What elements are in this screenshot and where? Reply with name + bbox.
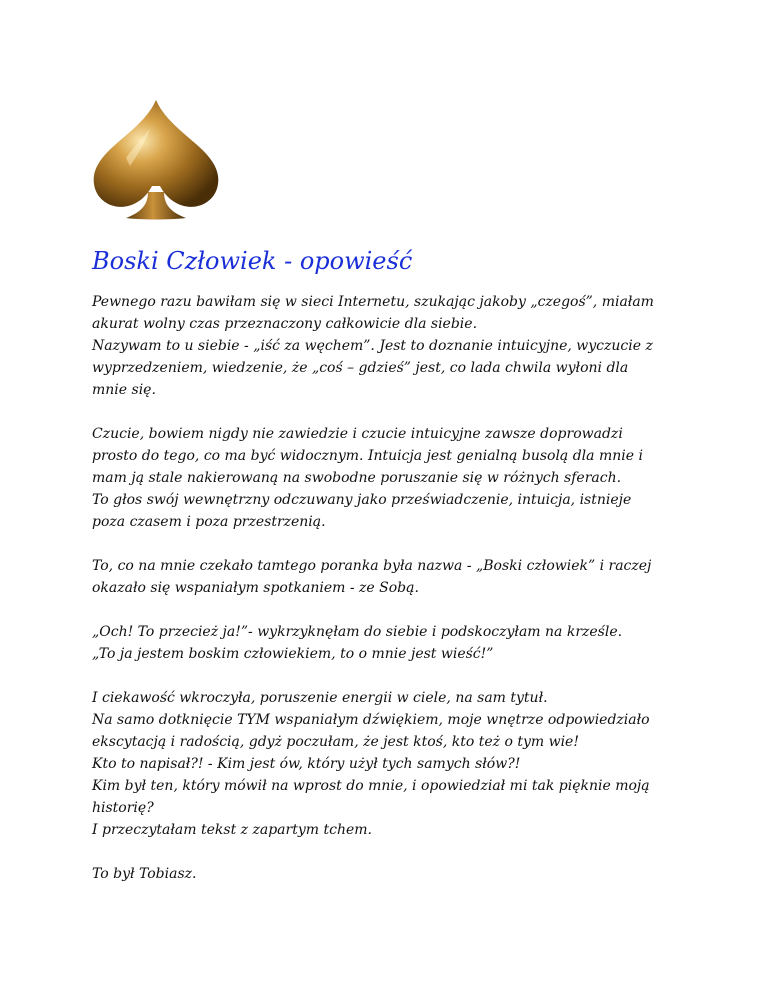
paragraph	[92, 687, 692, 841]
text-line: Czucie, bowiem nigdy nie zawiedzie i czucie intuicyjne zawsze doprowadzi	[92, 426, 623, 442]
paragraph	[92, 423, 692, 533]
text-line: Nazywam to u siebie - „iść za węchem”. Jest to doznanie intuicyjne, wyczucie z	[92, 338, 653, 354]
text-line: mnie się.	[92, 382, 156, 398]
text-line: Pewnego razu bawiłam się w sieci Internetu, szukając jakoby „czegoś”, miałam	[92, 294, 654, 310]
text-line: poza czasem i poza przestrzenią.	[92, 514, 326, 530]
text-line: To był Tobiasz.	[92, 866, 197, 882]
paragraph	[92, 555, 692, 599]
text-line: ekscytacją i radością, gdyż poczułam, że jest ktoś, kto też o tym wie!	[92, 734, 579, 750]
text-line: To głos swój wewnętrzny odczuwany jako przeświadczenie, intuicja, istnieje	[92, 492, 632, 508]
text-line: „Och! To przecież ja!”- wykrzyknęłam do siebie i podskoczyłam na krześle.	[92, 624, 623, 640]
text-line: Na samo dotknięcie TYM wspaniałym dźwiękiem, moje wnętrze odpowiedziało	[92, 712, 650, 728]
spade-icon	[86, 96, 226, 236]
text-line: Kto to napisał?! - Kim jest ów, który użył tych samych słów?!	[92, 756, 521, 772]
text-line: mam ją stale nakierowaną na swobodne poruszanie się w różnych sferach.	[92, 470, 622, 486]
text-line: wyprzedzeniem, wiedzenie, że „coś – gdzieś” jest, co lada chwila wyłoni dla	[92, 360, 629, 376]
text-line: okazało się wspaniałym spotkaniem - ze Sobą.	[92, 580, 419, 596]
page-title: Boski Człowiek - opowieść	[92, 247, 413, 275]
text-line: prosto do tego, co ma być widocznym. Intuicja jest genialną busolą dla mnie i	[92, 448, 643, 464]
text-line: I przeczytałam tekst z zapartym tchem.	[92, 822, 372, 838]
text-line: akurat wolny czas przeznaczony całkowicie dla siebie.	[92, 316, 478, 332]
text-line: To, co na mnie czekało tamtego poranka była nazwa - „Boski człowiek” i raczej	[92, 558, 652, 574]
paragraph	[92, 863, 692, 885]
text-line: historię?	[92, 800, 154, 816]
text-line: Kim był ten, który mówił na wprost do mnie, i opowiedział mi tak pięknie moją	[92, 778, 650, 794]
text-line: I ciekawość wkroczyła, poruszenie energii w ciele, na sam tytuł.	[92, 690, 548, 706]
story-body	[92, 291, 692, 907]
text-line: „To ja jestem boskim człowiekiem, to o mnie jest wieść!”	[92, 646, 494, 662]
paragraph	[92, 291, 692, 401]
paragraph	[92, 621, 692, 665]
